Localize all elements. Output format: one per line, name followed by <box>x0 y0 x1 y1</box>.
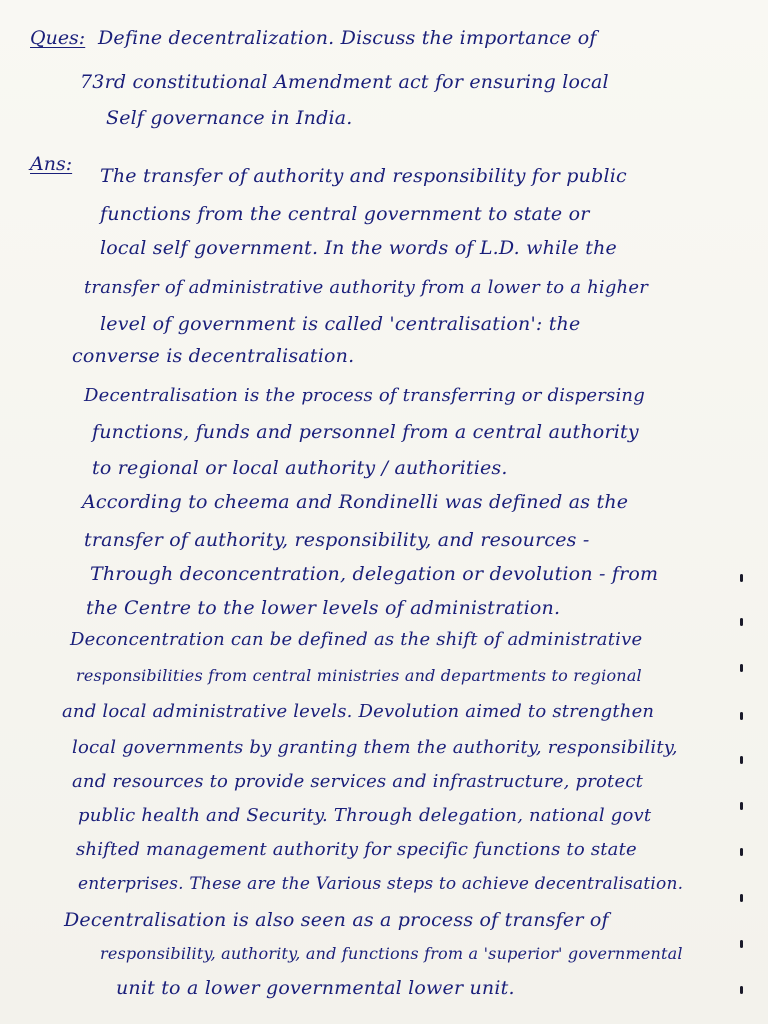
question-label: Ques: <box>30 27 86 49</box>
answer-line-2: functions from the central government to state or <box>100 203 590 225</box>
answer-line-13: the Centre to the lower levels of administration. <box>86 597 561 619</box>
answer-line-15: responsibilities from central ministries and departments to regional <box>76 666 642 685</box>
answer-line-24: unit to a lower governmental lower unit. <box>116 977 515 999</box>
question-line-3: Self governance in India. <box>106 107 353 129</box>
answer-line-12: Through deconcentration, delegation or devolution - from <box>90 563 659 585</box>
answer-line-5: level of government is called 'centralisation': the <box>100 313 581 335</box>
answer-line-18: and resources to provide services and infrastructure, protect <box>72 771 644 792</box>
binding-edge-marks <box>740 560 746 1020</box>
answer-line-16: and local administrative levels. Devolution aimed to strengthen <box>62 701 655 722</box>
answer-line-1: The transfer of authority and responsibility for public <box>100 165 627 187</box>
question-line-1: Define decentralization. Discuss the importance of <box>98 27 597 49</box>
answer-line-10: According to cheema and Rondinelli was defined as the <box>82 491 629 513</box>
answer-line-17: local governments by granting them the authority, responsibility, <box>72 737 678 758</box>
answer-line-9: to regional or local authority / authorities. <box>92 457 508 479</box>
answer-line-14: Deconcentration can be defined as the shift of administrative <box>70 629 643 650</box>
answer-line-7: Decentralisation is the process of transferring or dispersing <box>84 385 645 406</box>
question-line-2: 73rd constitutional Amendment act for ensuring local <box>80 71 609 93</box>
answer-line-11: transfer of authority, responsibility, and resources - <box>84 529 590 551</box>
answer-line-19: public health and Security. Through delegation, national govt <box>78 805 652 826</box>
answer-line-23: responsibility, authority, and functions from a 'superior' governmental <box>100 944 683 963</box>
answer-line-22: Decentralisation is also seen as a process of transfer of <box>64 909 609 931</box>
answer-line-21: enterprises. These are the Various steps to achieve decentralisation. <box>78 874 684 894</box>
answer-label: Ans: <box>30 153 73 175</box>
answer-line-4: transfer of administrative authority from a lower to a higher <box>84 277 648 298</box>
answer-line-8: functions, funds and personnel from a central authority <box>92 421 639 443</box>
answer-line-20: shifted management authority for specific functions to state <box>76 839 637 860</box>
answer-line-3: local self government. In the words of L.D. while the <box>100 237 617 259</box>
answer-line-6: converse is decentralisation. <box>72 345 355 367</box>
